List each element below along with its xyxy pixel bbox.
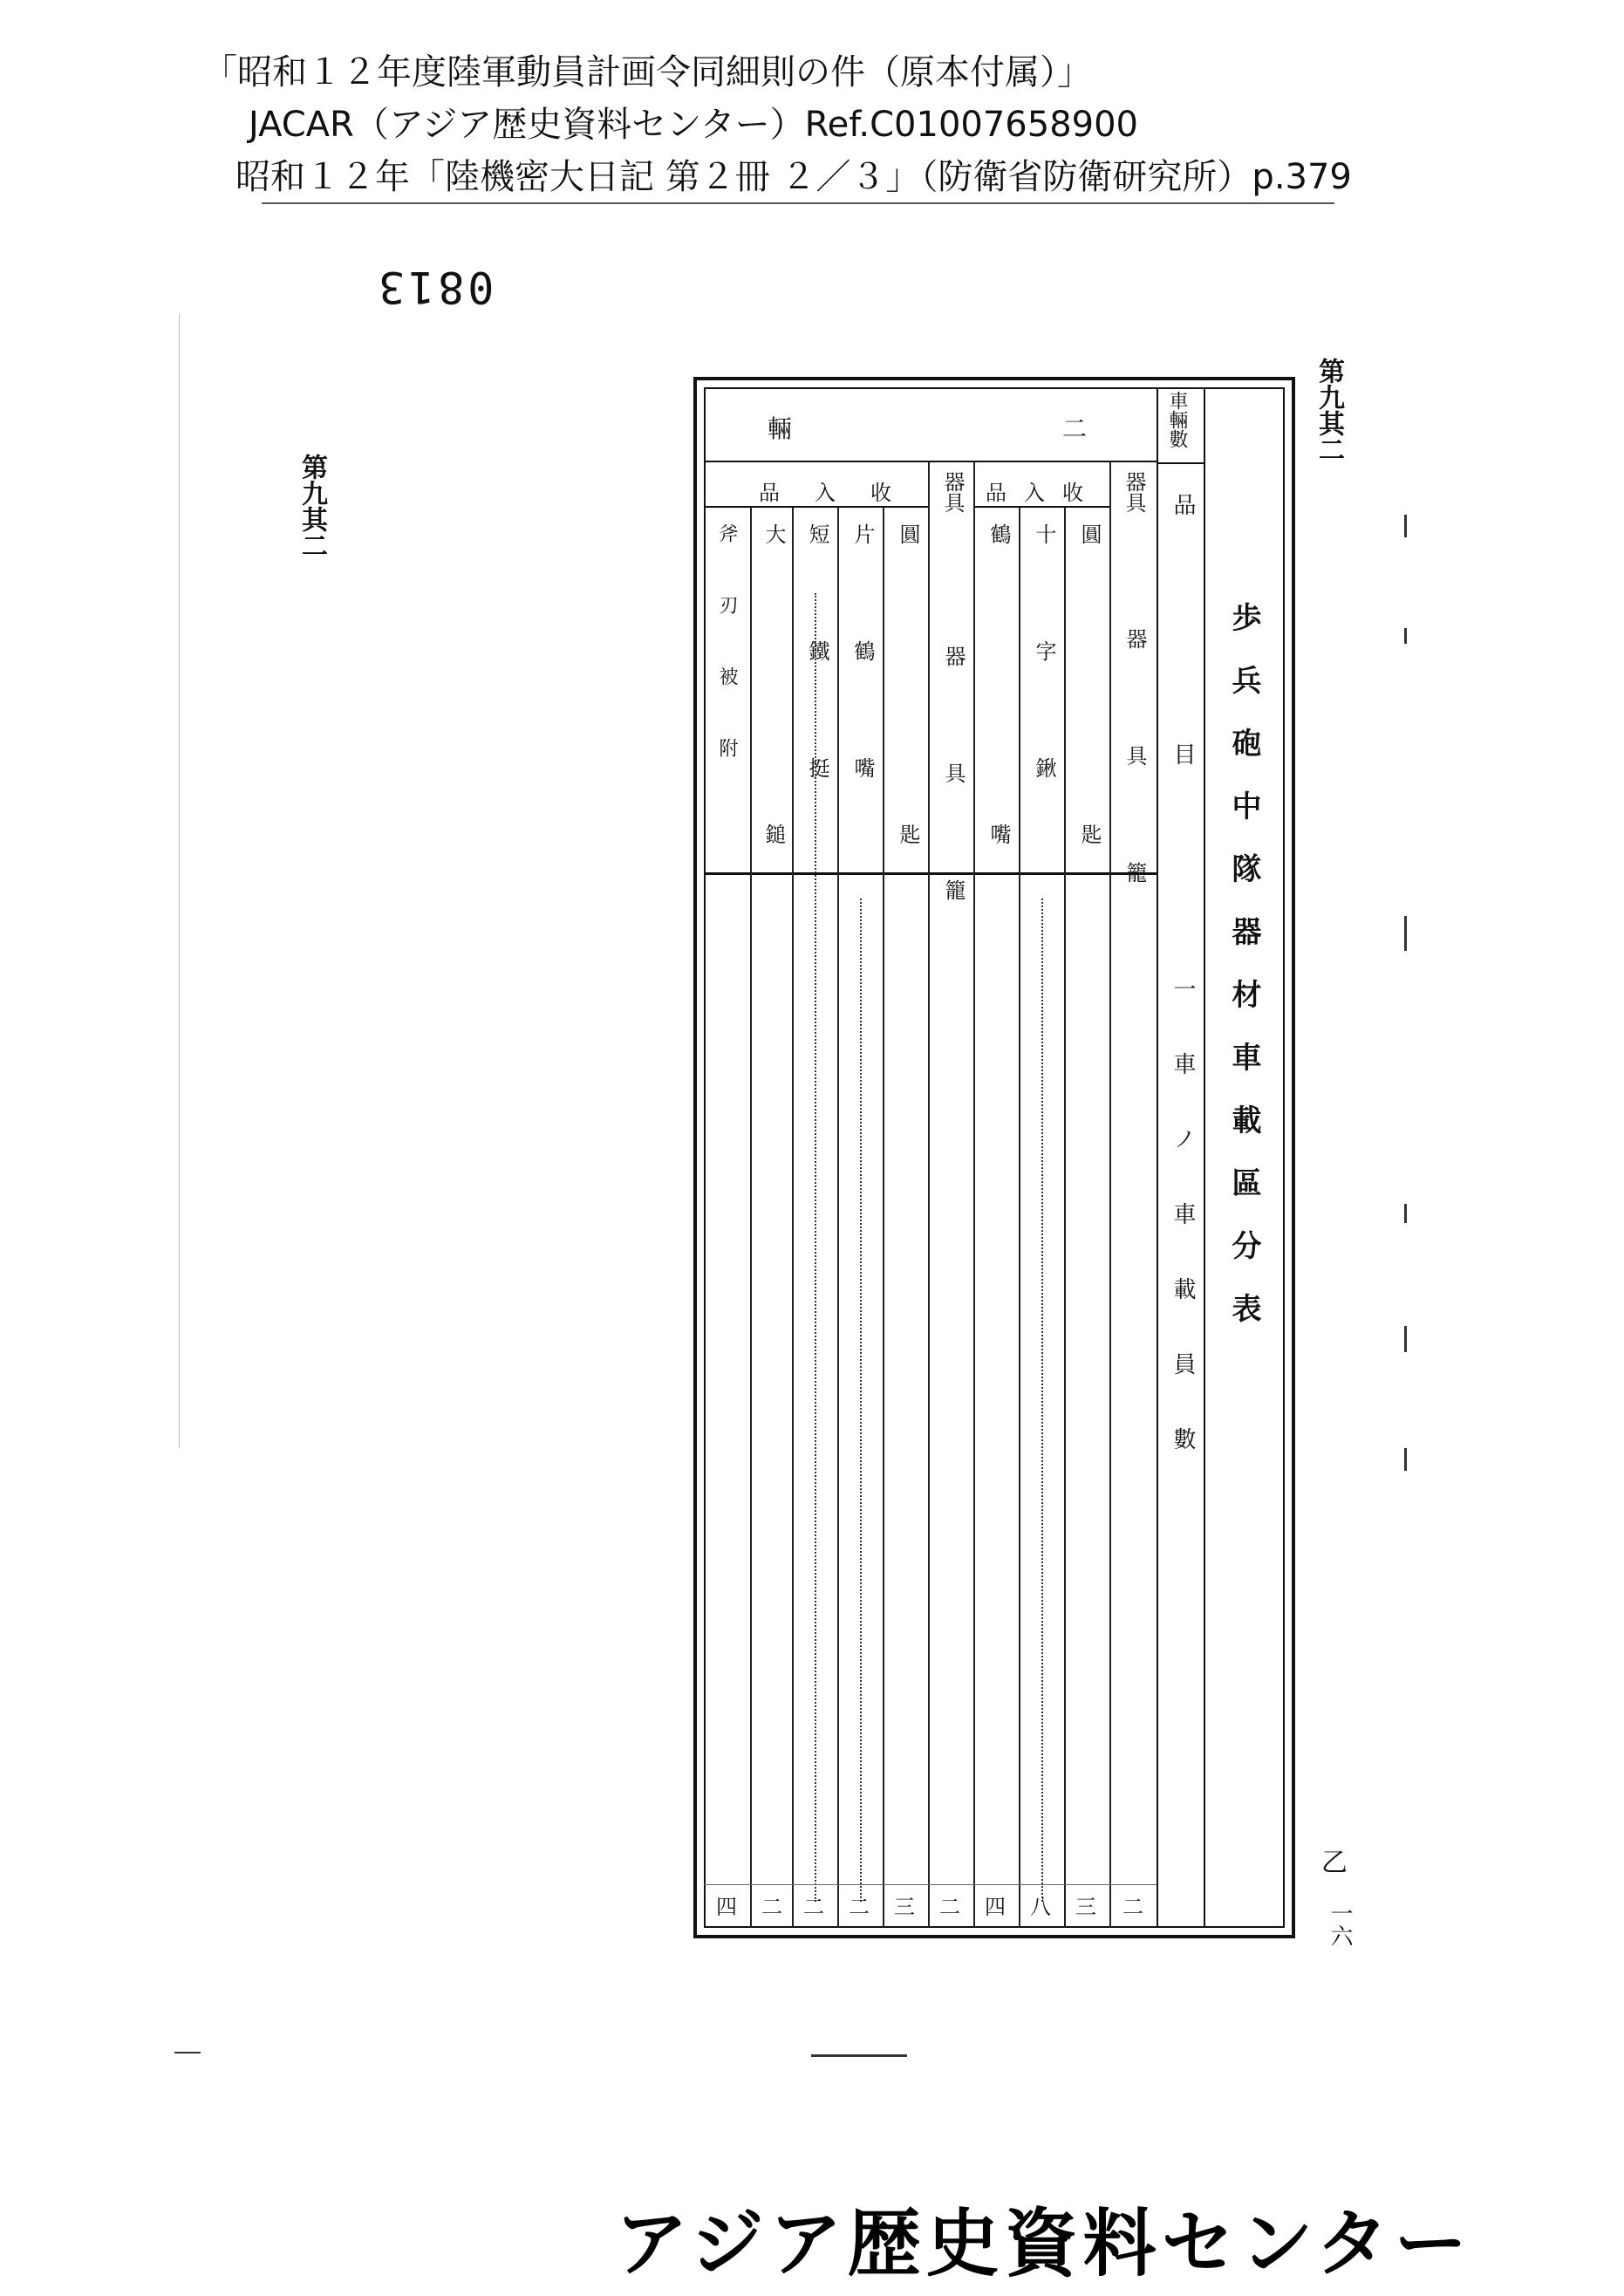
- stamp-number: 0813: [375, 262, 495, 312]
- left-margin-note: 第九其二: [297, 454, 327, 558]
- item-label-l3: 短鐵挺: [805, 523, 829, 874]
- otsu-mark: 乙: [1321, 1848, 1348, 1878]
- table-title: 歩兵砲中隊器材車載區分表: [1226, 602, 1261, 1356]
- page-number: 一六: [1327, 1902, 1353, 1947]
- count-l3: 二: [803, 1895, 824, 1919]
- scan-mark: [1404, 1448, 1407, 1471]
- count-r3: 八: [1030, 1895, 1051, 1919]
- count-m1: 二: [939, 1895, 960, 1919]
- item-label-l1: 圓匙: [896, 523, 920, 1124]
- count-l5: 四: [716, 1895, 737, 1919]
- row-header-column-rule: [1157, 387, 1158, 1928]
- count-r2: 三: [1075, 1895, 1096, 1919]
- col-rule-8: [792, 506, 794, 1928]
- item-label-r4: 鶴嘴: [986, 523, 1011, 1124]
- left-storage-header: 收入品: [759, 481, 926, 505]
- middle-instrument-header: 器具: [940, 471, 965, 513]
- col-rule-5: [928, 462, 930, 1928]
- group-left-label: 輛: [768, 414, 793, 443]
- item-label-l4: 大鎚: [761, 523, 786, 1124]
- col-rule-7: [837, 506, 839, 1928]
- scan-mark: [1404, 1204, 1407, 1223]
- count-row-rule: [704, 1884, 1157, 1885]
- guide-line: [815, 593, 816, 1902]
- citation-title: 「昭和１２年度陸軍動員計画令同細則の件（原本付属）」: [202, 52, 1092, 92]
- scan-mark: [1404, 916, 1407, 951]
- col-rule-2: [1064, 506, 1066, 1928]
- col-rule-9: [750, 506, 752, 1928]
- item-label-r1: 器具籠: [1122, 628, 1147, 979]
- count-r4: 四: [985, 1895, 1006, 1919]
- col-rule-6: [883, 506, 884, 1928]
- right-instrument-header: 器具: [1122, 471, 1146, 513]
- scan-mark: [1404, 1326, 1407, 1352]
- right-storage-header: 收入品: [986, 481, 1101, 505]
- row-header-item: 品目: [1170, 493, 1196, 992]
- top-label-row-rule: [704, 461, 1157, 462]
- citation-source: 昭和１２年「陸機密大日記 第２冊 ２／３」（防衛省防衛研究所）p.379: [235, 157, 1352, 197]
- item-label-r2: 圓匙: [1077, 523, 1102, 1124]
- item-label-m1: 器具籠: [941, 646, 966, 996]
- col-rule-4: [973, 462, 975, 1928]
- count-r1: 二: [1122, 1895, 1143, 1919]
- col-rule-1: [1109, 462, 1111, 1928]
- row-header-divider: [1157, 462, 1204, 464]
- footer-logo: アジア歴史資料センター: [615, 2201, 1473, 2286]
- item-label-l5: 斧刃被附: [716, 523, 738, 810]
- left-storage-subheader-rule: [704, 506, 928, 508]
- right-storage-subheader-rule: [973, 506, 1109, 508]
- guide-line: [860, 899, 862, 1902]
- scan-mark: [174, 2052, 201, 2053]
- count-l2: 二: [849, 1895, 870, 1919]
- row-header-vehicle-count: 車輛數: [1166, 391, 1188, 448]
- group-right-label: 二: [1062, 414, 1088, 443]
- title-column-rule: [1204, 387, 1205, 1928]
- citation-reference: JACAR（アジア歴史資料センター）Ref.C01007658900: [249, 105, 1139, 145]
- scan-mark: [1404, 515, 1407, 537]
- guide-line: [1041, 899, 1043, 1902]
- count-l4: 二: [761, 1895, 782, 1919]
- row-header-vehicle-load: 一車ノ車載員數: [1170, 977, 1196, 1502]
- count-l1: 三: [894, 1895, 915, 1919]
- item-label-l2: 片鶴嘴: [850, 523, 875, 874]
- scan-mark: [1404, 628, 1407, 644]
- right-margin-note: 第九其二: [1314, 358, 1344, 462]
- item-label-r3: 十字鍬: [1032, 523, 1056, 874]
- page-edge-left: [179, 314, 180, 1448]
- col-rule-3: [1019, 506, 1020, 1928]
- scan-mark: [811, 2054, 907, 2057]
- header-underline: [262, 202, 1334, 204]
